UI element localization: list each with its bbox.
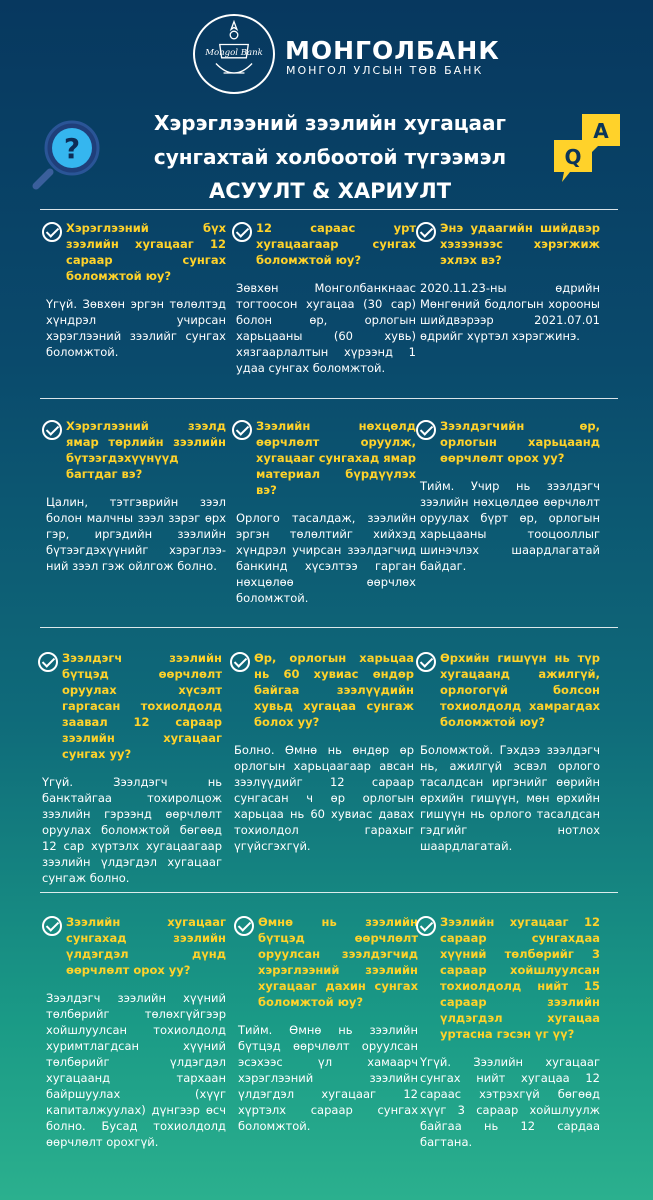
- faq-item: [420, 650, 600, 854]
- qa-bubbles-icon: [552, 112, 622, 184]
- header: [0, 0, 653, 100]
- faq-answer: Зээлдэгч зээлийн хүүний төлбөрийг төлөхгүйгээр хойшлуулсан тохиолдолд хуримтлагдсан хүүний төлбөрийг үлдэгдэл хугацаанд тархаан байршуулах (хүүг капиталжуулах) дүнгээр өсч болно. Бусад тохиолдолд өөрчлөлт орохгүй.: [46, 991, 226, 1149]
- faq-answer: Цалин, тэтгэврийн зээл болон малчны зээл зэрэг өрх гэр, иргэдийн зээлийн бүтээгдэхүүнийг хэрэглээний зээл гэж ойлгож болно.: [46, 495, 226, 573]
- faq-item: [42, 650, 222, 886]
- faq-question: Зээлдэгч зээлийн бүтцэд өөрчлөлт оруулах хүсэлт гаргасан тохиолдолд заавал 12 сараар зээлийн хугацааг сунгах уу?: [62, 651, 222, 761]
- check-circle-icon: [416, 916, 436, 936]
- faq-item: [234, 650, 414, 854]
- title-line-1: Хэрэглээний зээлийн хугацааг: [153, 111, 506, 135]
- mongolbank-emblem-icon: [193, 14, 275, 94]
- svg-text:?: ?: [63, 132, 81, 165]
- check-circle-icon: [230, 652, 250, 672]
- faq-question: Өрхийн гишүүн нь түр хугацаанд ажилгүй, орлогогүй болсон тохиолдолд хамрагдах боломжтой юу?: [440, 651, 600, 729]
- check-circle-icon: [416, 222, 436, 242]
- divider: [40, 627, 618, 628]
- faq-question: Зээлийн хугацааг сунгахад зээлийн үлдэгдэл дүнд өөрчлөлт орох уу?: [66, 915, 226, 977]
- faq-question: Зээлдэгчийн өр, орлогын харьцаанд өөрчлөлт орох уу?: [440, 419, 600, 465]
- check-circle-icon: [416, 652, 436, 672]
- faq-answer: Тийм. Учир нь зээлдэгч зээлийн нөхцөлдөө өөрчлөлт оруулах бүрт өр, орлогын харьцааны тооцооллыг шинэчлэх шаардлагатай байдаг.: [420, 479, 600, 573]
- check-circle-icon: [38, 652, 58, 672]
- search-question-icon: [30, 112, 110, 192]
- faq-question: Хэрэглээний зээлд ямар төрлийн зээлийн бүтээгдэхүүнүүд багтдаг вэ?: [66, 419, 226, 481]
- faq-answer: Тийм. Өмнө нь зээлийн бүтцэд өөрчлөлт оруулсан эсэхээс үл хамаарч хэрэглээний зээлийн үлдэгдэл хугацааг 12 хүртэлх сараар сунгах боломжтой.: [238, 1023, 418, 1133]
- faq-item: [236, 220, 416, 376]
- check-circle-icon: [42, 420, 62, 440]
- divider: [40, 209, 618, 210]
- check-circle-icon: [232, 222, 252, 242]
- faq-question: Өр, орлогын харьцаа нь 60 хувиас өндөр байгаа зээлүүдийн хувьд хугацаа сунгаж болох уу?: [254, 651, 414, 729]
- faq-answer: Үгүй. Зээлийн хугацааг сунгах нийт хугацаа 12 сараас хэтрэхгүй бөгөөд хүүг 3 сараар хойшлуулж байгаа нь 12 сардаа багтана.: [420, 1055, 600, 1149]
- faq-item: [236, 418, 416, 606]
- faq-answer: Орлого тасалдаж, зээлийн эргэн төлөлтийг хийхэд хүндрэл учирсан зээлдэгчид банкинд хүсэлтээ гарган нөхцөлөө өөрчлөх боломжтой.: [236, 511, 416, 605]
- faq-answer: Үгүй. Зөвхөн эргэн төлөлтэд хүндрэл учирсан хэрэглээний зээлийг сунгах боломжтой.: [46, 297, 226, 359]
- faq-question: Энэ удаагийн шийдвэр хэзээнээс хэрэгжиж эхлэх вэ?: [440, 221, 600, 267]
- faq-question: Өмнө нь зээлийн бүтцэд өөрчлөлт оруулсан зээлдэгчид хэрэглээний зээлийн хугацааг дахин сунгах боломжтой юу?: [258, 915, 418, 1009]
- faq-answer: Үгүй. Зээлдэгч нь банктайгаа тохиролцож зээлийн гэрээнд өөрчлөлт оруулах боломжтой бөгөөд 12 сар хүртэлх хугацаагаар зээлийн үлдэгдэл хугацааг сунгаж болно.: [42, 775, 222, 885]
- faq-question: Хэрэглээний бүх зээлийн хугацааг 12 сараар сунгах боломжтой юу?: [66, 221, 226, 283]
- faq-answer: Зөвхөн Монголбанкнаас тогтоосон хугацаа (30 сар) болон өр, орлогын харьцааны (60 хувь) хязгаарлалтын хүрээнд 1 удаа сунгах боломжтой.: [236, 281, 416, 375]
- page-title: [120, 106, 540, 208]
- check-circle-icon: [416, 420, 436, 440]
- title-line-3: АСУУЛТ & ХАРИУЛТ: [208, 179, 452, 203]
- divider: [40, 892, 618, 893]
- svg-text:Mongol Bank: Mongol Bank: [205, 47, 263, 58]
- title-line-2: сунгахтай холбоотой түгээмэл: [153, 145, 507, 169]
- faq-item: [46, 418, 226, 574]
- check-circle-icon: [234, 916, 254, 936]
- check-circle-icon: [42, 222, 62, 242]
- faq-item: [420, 220, 600, 344]
- faq-item: [46, 220, 226, 360]
- faq-item: [420, 418, 600, 574]
- qa-a-letter: A: [593, 119, 609, 143]
- faq-item: [238, 914, 418, 1134]
- faq-item: [46, 914, 226, 1150]
- divider: [40, 398, 618, 399]
- faq-item: [420, 914, 600, 1150]
- qa-q-letter: Q: [564, 145, 582, 169]
- faq-answer: 2020.11.23-ны өдрийн Мөнгөний бодлогын хорооны шийдвэрээр 2021.07.01 өдрийг хүртэл хэрэгжинэ.: [420, 281, 600, 343]
- faq-question: Зээлийн хугацааг 12 сараар сунгахдаа хүүний төлбөрийг 3 сараар хойшлуулсан тохиолдолд нийт 15 сараар зээлийн үлдэгдэл хугацаа уртасна гэсэн үг үү?: [440, 915, 600, 1041]
- faq-answer: Болно. Өмнө нь өндөр өр орлогын харьцаагаар авсан зээлүүдийг 12 сараар сунгасан ч өр орлогын харьцаа нь 60 хувиас давах тохиолдол гарахыг үгүйсгэхгүй.: [234, 743, 414, 853]
- brand-subtitle: МОНГОЛ УЛСЫН ТӨВ БАНК: [286, 64, 484, 77]
- faq-question: 12 сараас урт хугацаагаар сунгах боломжтой юу?: [256, 221, 416, 267]
- faq-question: Зээлийн нөхцөлд өөрчлөлт оруулж, хугацааг сунгахад ямар материал бүрдүүлэх вэ?: [256, 419, 417, 497]
- brand-name: МОНГОЛБАНК: [285, 36, 500, 65]
- faq-answer: Боломжтой. Гэхдээ зээлдэгч нь, ажилгүй эсвэл орлого тасалдсан иргэнийг өөрийн өрхийн гишүүн, мөн өрхийн гишүүн нь орлого тасалдсан гэдгийг нотлох шаардлагатай.: [420, 743, 600, 853]
- check-circle-icon: [42, 916, 62, 936]
- check-circle-icon: [232, 420, 252, 440]
